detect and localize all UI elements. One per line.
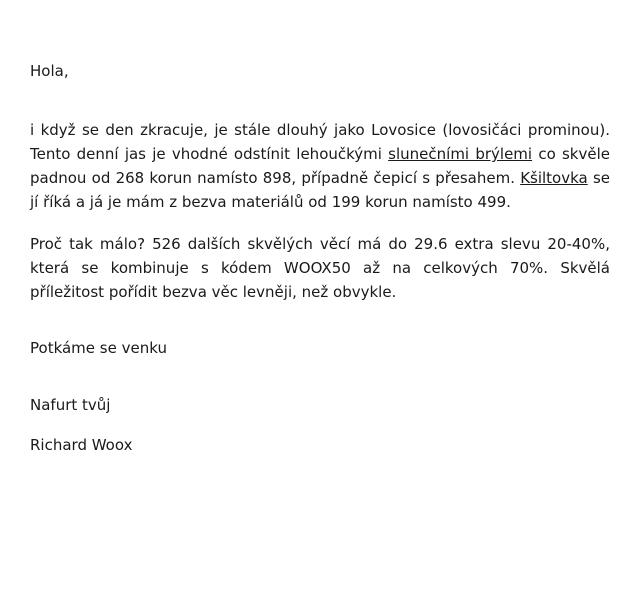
paragraph-sunglasses-caps xyxy=(30,118,610,214)
signature-name: Richard Woox xyxy=(30,436,133,454)
paragraph1-text-b: co skvěle padnou od 268 korun namísto 898, případně čepicí s přesahem. xyxy=(30,145,610,187)
sunglasses-link[interactable]: slunečními brýlemi xyxy=(388,145,533,163)
closing-line: Potkáme se venku xyxy=(30,339,167,357)
paragraph1-text-c: se jí říká a já je mám z bezva materiálů od 199 korun namísto 499. xyxy=(30,169,611,211)
cap-link[interactable]: Kšiltovka xyxy=(520,169,588,187)
greeting: Hola, xyxy=(30,62,69,80)
signoff-line: Nafurt tvůj xyxy=(30,396,111,414)
paragraph1-text-a: i když se den zkracuje, je stále dlouhý jako Lovosice (lovosičáci prominou). Tento denní jas je vhodné odstínit lehoučkými xyxy=(30,121,610,163)
paragraph-discount: Proč tak málo? 526 dalších skvělých věcí má do 29.6 extra slevu 20-40%, která se kombinuje s kódem WOOX50 až na celkových 70%. Skvělá příležitost pořídit bezva věc levněji, než obvykle. xyxy=(30,235,610,301)
